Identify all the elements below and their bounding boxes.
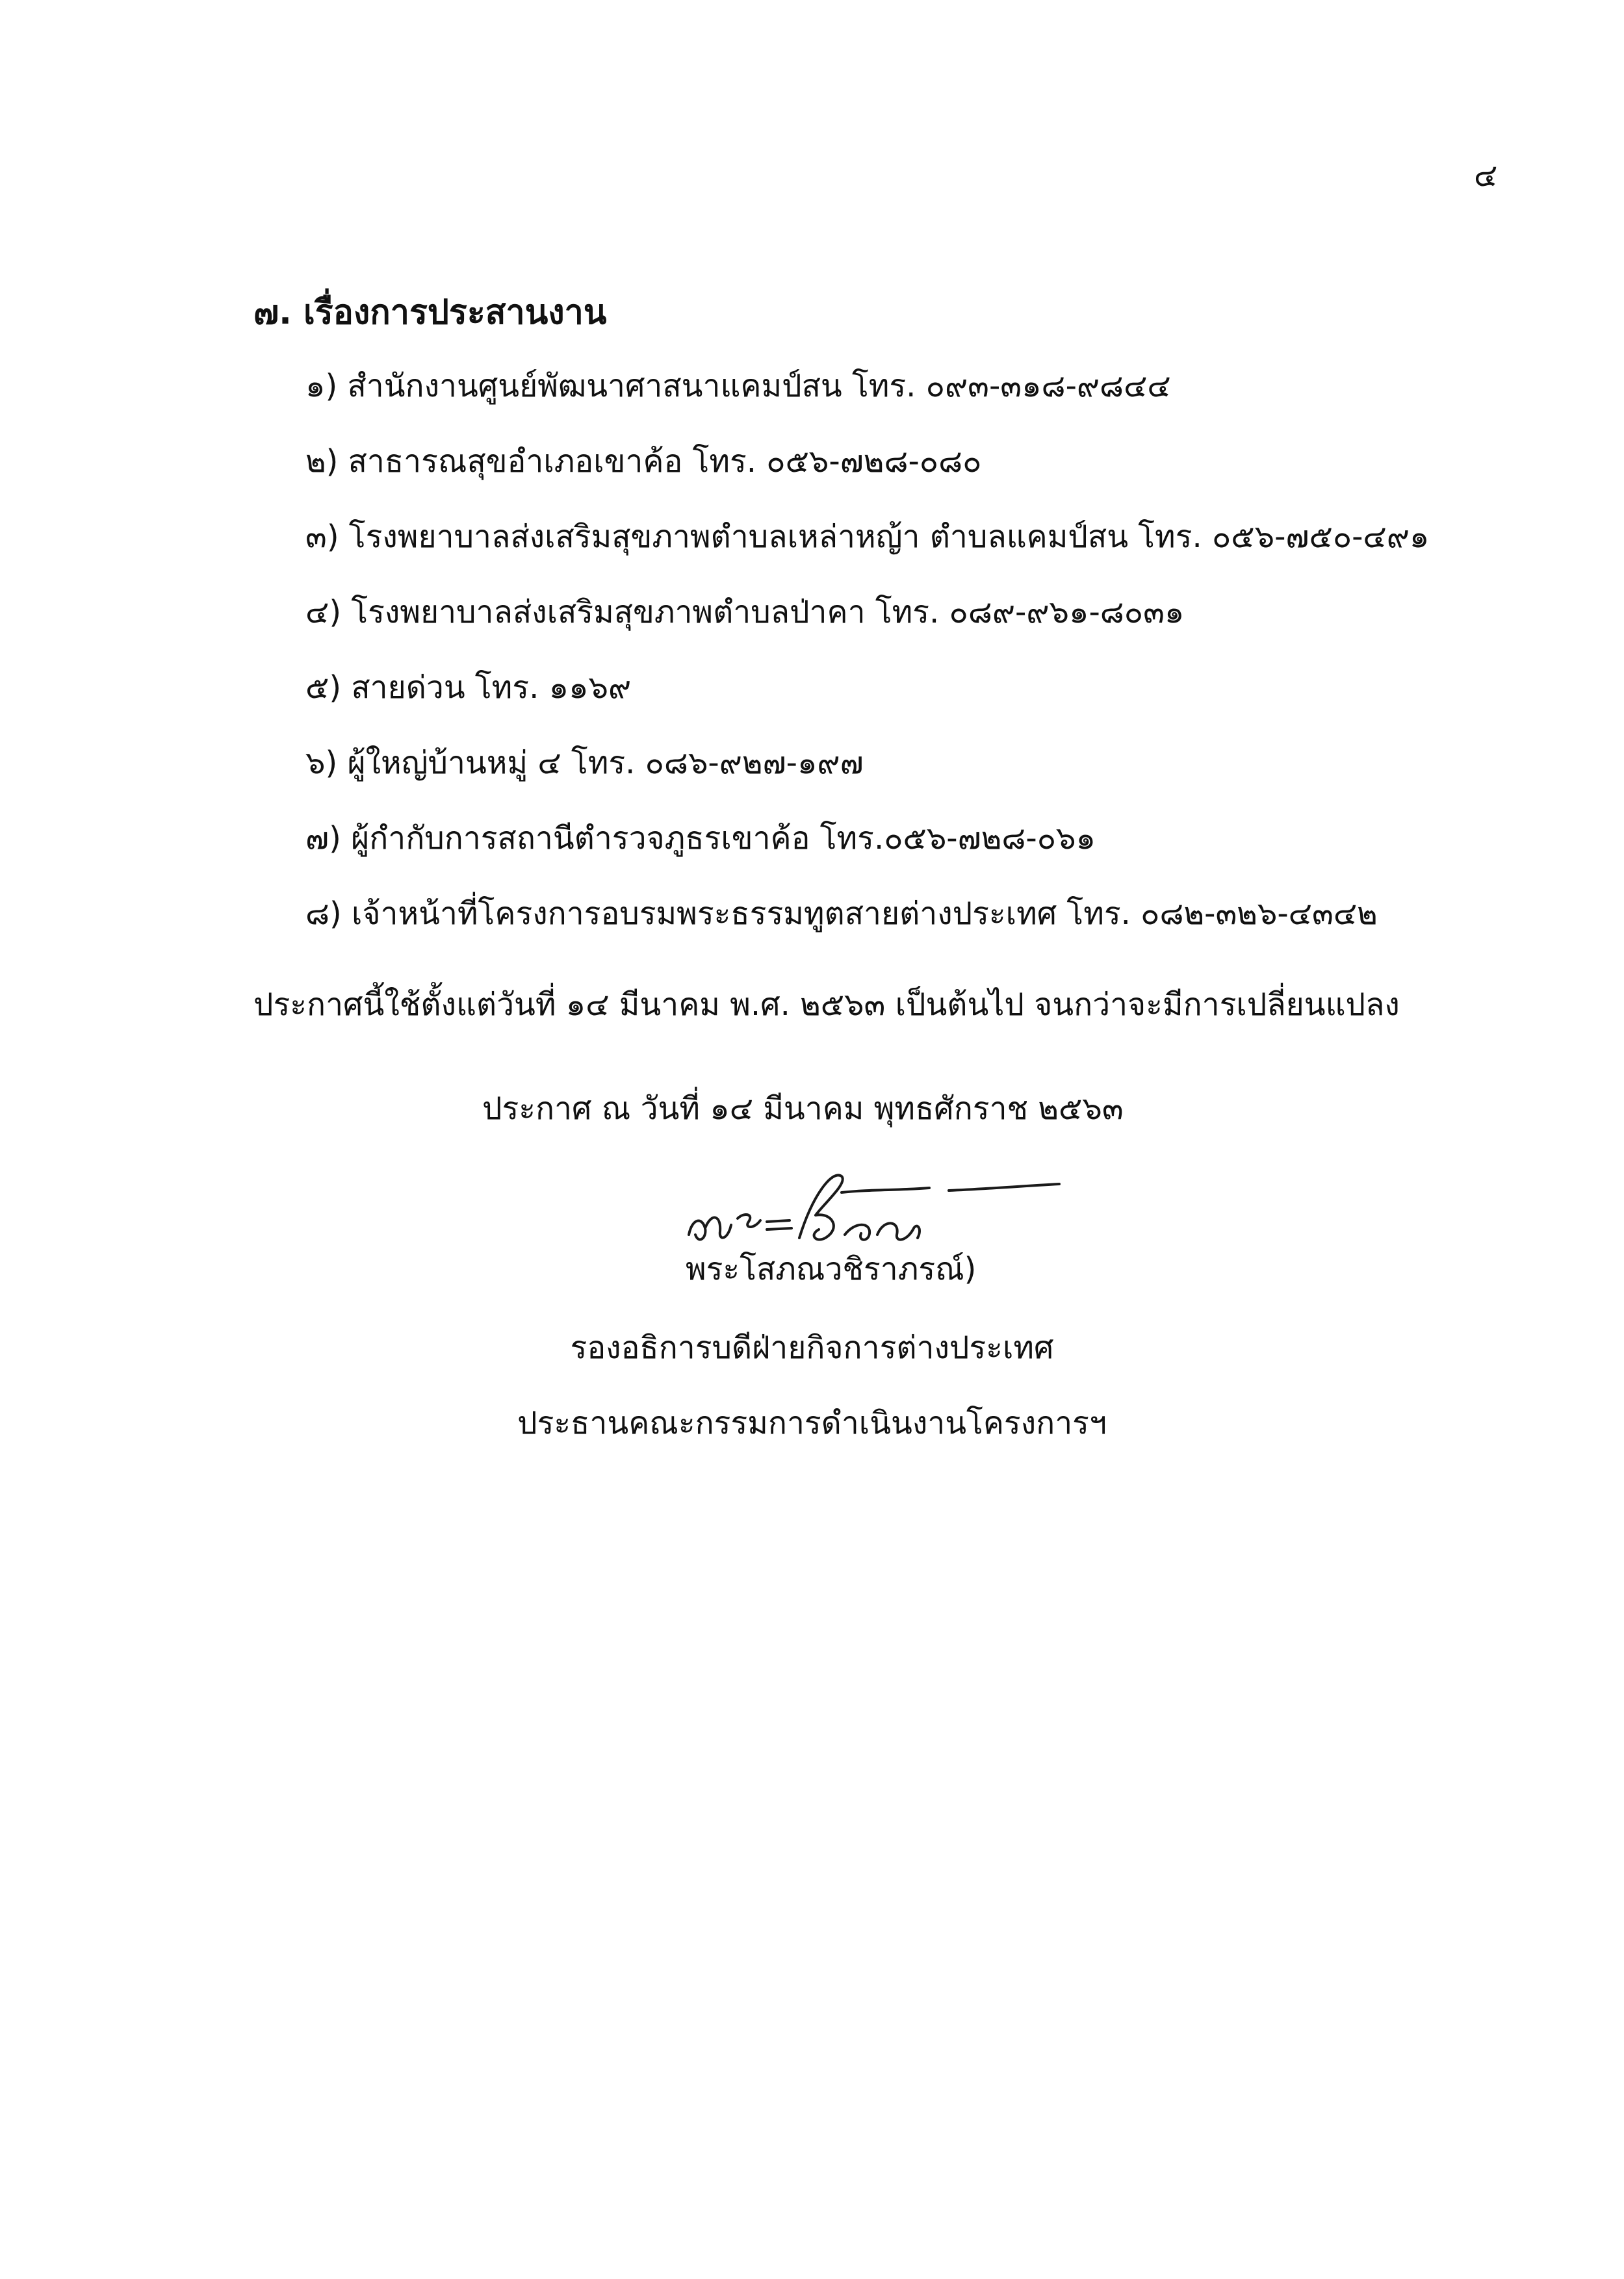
page-number: ๔ — [1474, 157, 1498, 194]
contact-list — [305, 364, 1429, 967]
section-heading: ๗. เรื่องการประสานงาน — [253, 293, 607, 332]
contact-item: ๒) สาธารณสุขอำเภอเขาค้อ โทร. ๐๕๖-๗๒๘-๐๘๐ — [305, 443, 982, 480]
announcement-date: ประกาศ ณ วันที่ ๑๔ มีนาคม พุทธศักราช ๒๕๖๓ — [482, 1090, 1124, 1127]
contact-item: ๘) เจ้าหน้าที่โครงการอบรมพระธรรมทูตสายต่างประเทศ โทร. ๐๘๒-๓๒๖-๔๓๔๒ — [305, 895, 1378, 932]
contact-item: ๓) โรงพยาบาลส่งเสริมสุขภาพตำบลเหล่าหญ้า ตำบลแคมป์สน โทร. ๐๕๖-๗๕๐-๔๙๑ — [305, 519, 1430, 555]
signer-position-vice-rector: รองอธิการบดีฝ่ายกิจการต่างประเทศ — [570, 1330, 1054, 1366]
signer-name: พระโสภณวชิราภรณ์) — [686, 1251, 977, 1287]
contact-item: ๔) โรงพยาบาลส่งเสริมสุขภาพตำบลป่าคา โทร. ๐๘๙-๙๖๑-๘๐๓๑ — [305, 594, 1185, 630]
contact-item: ๖) ผู้ใหญ่บ้านหมู่ ๔ โทร. ๐๘๖-๙๒๗-๑๙๗ — [305, 745, 864, 781]
contact-item: ๕) สายด่วน โทร. ๑๑๖๙ — [305, 669, 632, 706]
signer-position-committee-chair: ประธานคณะกรรมการดำเนินงานโครงการฯ — [517, 1405, 1107, 1441]
contact-item: ๗) ผู้กำกับการสถานีตำรวจภูธรเขาค้อ โทร.๐๕๖-๗๒๘-๐๖๑ — [305, 820, 1096, 856]
effective-statement: ประกาศนี้ใช้ตั้งแต่วันที่ ๑๔ มีนาคม พ.ศ. ๒๕๖๓ เป็นต้นไป จนกว่าจะมีการเปลี่ยนแปลง — [253, 986, 1400, 1023]
contact-item: ๑) สำนักงานศูนย์พัฒนาศาสนาแคมป์สน โทร. ๐๙๓-๓๑๘-๙๘๔๔ — [305, 368, 1171, 404]
